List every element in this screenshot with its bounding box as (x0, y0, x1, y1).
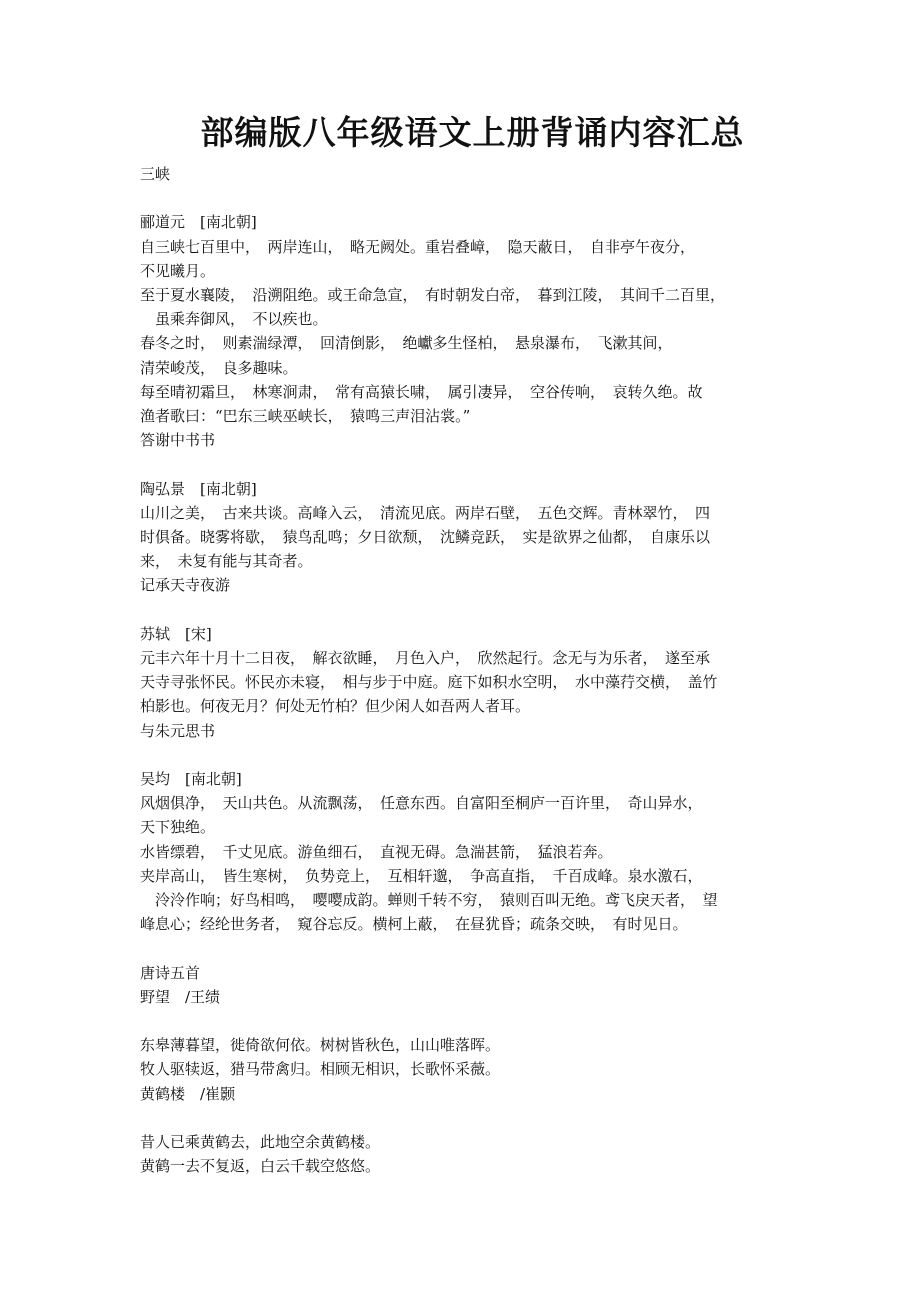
text-line: 东皋薄暮望，徙倚欲何依。树树皆秋色，山山唯落晖。 (140, 1036, 501, 1055)
text-line: 唐诗五首 (140, 963, 201, 982)
text-line: 陶弘景 [南北朝] (140, 479, 257, 498)
document-title: 部编版八年级语文上册背诵内容汇总 (200, 113, 745, 152)
text-line: 峰息心；经纶世务者， 窥谷忘反。横柯上蔽， 在昼犹昏；疏条交映， 有时见日。 (140, 915, 688, 934)
text-line: 记承天寺夜游 (140, 576, 231, 595)
document-page (140, 108, 785, 1178)
text-line: 郦道元 [南北朝] (140, 213, 257, 232)
blank-line (140, 186, 785, 210)
text-line: 黄鹤一去不复返，白云千载空悠悠。 (140, 1157, 381, 1176)
text-line: 每至晴初霜旦， 林寒涧肃， 常有高猿长啸， 属引凄异， 空谷传响， 哀转久绝。故 (140, 382, 703, 401)
text-line: 自三峡七百里中， 两岸连山， 略无阙处。重岩叠嶂， 隐天蔽日， 自非亭午夜分， (140, 237, 696, 256)
text-line: 夹岸高山， 皆生寒树， 负势竞上， 互相轩邈， 争高直指， 千百成峰。泉水激石， (140, 866, 703, 885)
text-line: 春冬之时， 则素湍绿潭， 回清倒影， 绝巘多生怪柏， 悬泉瀑布， 飞漱其间， (140, 334, 673, 353)
text-line: 昔人已乘黄鹤去，此地空余黄鹤楼。 (140, 1133, 381, 1152)
text-line: 天下独绝。 (140, 818, 216, 837)
text-line: 清荣峻茂， 良多趣味。 (140, 358, 298, 377)
document-body (140, 162, 785, 1178)
text-line: 黄鹤楼 /崔颢 (140, 1084, 236, 1103)
text-line: 元丰六年十月十二日夜， 解衣欲睡， 月色入户， 欣然起行。念无与为乐者， 遂至承 (140, 649, 711, 668)
blank-line (140, 1009, 785, 1033)
blank-line (140, 936, 785, 960)
blank-line (140, 598, 785, 622)
text-line: 虽乘奔御风， 不以疾也。 (140, 310, 328, 329)
text-line: 风烟俱净， 天山共色。从流飘荡， 任意东西。自富阳至桐庐一百许里， 奇山异水， (140, 794, 703, 813)
text-line: 来， 未复有能与其奇者。 (140, 552, 313, 571)
text-line: 渔者歌曰：“巴东三峡巫峡长， 猿鸣三声泪沾裳。” (140, 407, 471, 426)
text-line: 三峡 (140, 165, 171, 183)
text-line: 野望 /王绩 (140, 987, 221, 1006)
text-line: 不见曦月。 (140, 261, 216, 280)
text-line: 天寺寻张怀民。怀民亦未寝， 相与步于中庭。庭下如积水空明， 水中藻荇交横， 盖竹 (140, 673, 718, 692)
blank-line (140, 452, 785, 476)
text-line: 山川之美， 古来共谈。高峰入云， 清流见底。两岸石壁， 五色交辉。青林翠竹， 四 (140, 503, 711, 522)
text-line: 水皆缥碧， 千丈见底。游鱼细石， 直视无碍。急湍甚箭， 猛浪若奔。 (140, 842, 613, 861)
text-line: 苏轼 [宋] (140, 624, 212, 643)
text-line: 答谢中书书 (140, 431, 216, 450)
blank-line (140, 1106, 785, 1130)
text-line: 牧人驱犊返，猎马带禽归。相顾无相识，长歌怀采薇。 (140, 1060, 501, 1079)
text-line: 柏影也。何夜无月？何处无竹柏？但少闲人如吾两人者耳。 (140, 697, 531, 716)
text-line: 时俱备。晓雾将歇， 猿鸟乱鸣；夕日欲颓， 沈鳞竞跃， 实是欲界之仙都， 自康乐以 (140, 528, 711, 547)
blank-line (140, 743, 785, 767)
text-line: 与朱元思书 (140, 721, 216, 740)
text-line: 至于夏水襄陵， 沿溯阻绝。或王命急宣， 有时朝发白帝， 暮到江陵， 其间千二百里， (140, 286, 726, 304)
text-line: 泠泠作响；好鸟相鸣， 嘤嘤成韵。蝉则千转不穷， 猿则百叫无绝。鸢飞戾天者， 望 (140, 891, 718, 910)
text-line: 吴均 [南北朝] (140, 770, 242, 789)
